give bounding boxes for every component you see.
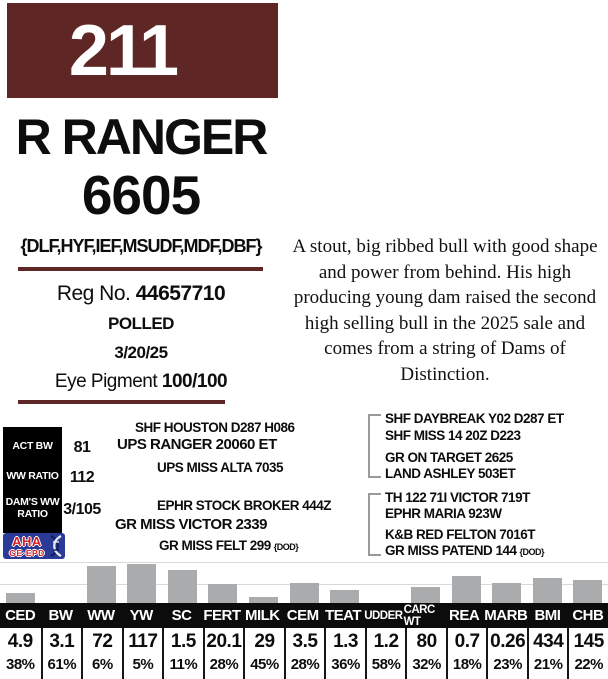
epd-header-cell: FERT	[203, 607, 241, 624]
eye-pigment-label: Eye Pigment	[54, 371, 158, 392]
epd-header-cell: MARB	[484, 607, 528, 624]
percentile-bar	[452, 576, 481, 603]
stat-label-dams-ww-ratio: DAM'S WW RATIO	[5, 496, 60, 520]
epd-value-cell: 20.1	[203, 628, 244, 656]
epd-percentile-cell: 61%	[41, 656, 82, 679]
percentile-bar	[6, 593, 35, 603]
percentile-bar	[127, 564, 156, 603]
epd-value-cell: 434	[527, 628, 568, 656]
epd-header-cell: WW	[87, 607, 115, 624]
percentile-bar	[290, 583, 319, 603]
pedigree-dam-of-dam: GR MISS FELT 299 {DOD}	[159, 538, 299, 553]
epd-percentile-cell: 6%	[81, 656, 122, 679]
pedigree-ancestor: GR ON TARGET 2625	[385, 450, 513, 465]
epd-header-cell: CHB	[572, 607, 604, 624]
percentile-bar	[330, 590, 359, 603]
logo-aha-text: AHA	[12, 533, 42, 549]
pedigree-bracket-dam	[368, 493, 381, 556]
pedigree-ancestor: EPHR MARIA 923W	[385, 506, 502, 521]
epd-percentile-cell: 32%	[405, 656, 446, 679]
epd-header-cell: BW	[48, 607, 73, 624]
epd-header-cell: YW	[129, 607, 153, 624]
divider-rule-top	[18, 267, 263, 271]
epd-percentile-cell: 38%	[6, 656, 35, 673]
animal-name-line1: R RANGER	[15, 109, 267, 165]
percentile-bar	[573, 580, 602, 603]
epd-value-cell: 72	[81, 628, 122, 656]
stat-value-dams-ww-ratio: 3/105	[63, 501, 101, 518]
pedigree-ancestor: GR MISS PATEND 144 {DOD}	[385, 543, 545, 558]
stat-value-act-bw: 81	[73, 439, 91, 456]
dna-helix-icon	[49, 535, 63, 557]
birth-date: 3/20/25	[114, 343, 168, 362]
stat-label-act-bw: ACT BW	[12, 440, 53, 452]
stat-value-ww-ratio: 112	[69, 469, 95, 486]
lot-number: 211	[68, 10, 177, 91]
epd-value-cell: 1.3	[324, 628, 365, 656]
epd-percentile-cell: 18%	[446, 656, 487, 679]
epd-value-cell: 4.9	[7, 631, 33, 652]
epd-percentile-row	[0, 656, 608, 679]
epd-value-cell: 3.5	[284, 628, 325, 656]
eye-pigment-value: 100/100	[161, 371, 228, 392]
epd-header-row	[0, 603, 608, 628]
epd-value-row	[0, 628, 608, 656]
epd-percentile-cell: 5%	[122, 656, 163, 679]
epd-percentile-cell: 36%	[324, 656, 365, 679]
animal-name	[0, 109, 282, 226]
epd-header-cell: CARC WT	[403, 603, 435, 628]
epd-percentile-cell: 23%	[486, 656, 527, 679]
epd-header-cell: UDDER	[364, 609, 403, 622]
epd-value-cell: 3.1	[41, 628, 82, 656]
reg-number: 44657710	[135, 282, 226, 305]
pedigree-sire-name: UPS RANGER 20060 ET	[117, 436, 277, 453]
percentile-bar-chart	[0, 556, 608, 603]
epd-value-cell: 145	[567, 628, 608, 656]
polled-status: POLLED	[108, 314, 174, 333]
stat-label-ww-ratio: WW RATIO	[6, 470, 59, 482]
eye-pigment-line	[0, 371, 282, 393]
registration-block	[0, 282, 282, 393]
divider-rule-pedigree	[18, 400, 225, 404]
epd-header-cell: REA	[449, 607, 480, 624]
percentile-bar	[208, 584, 237, 603]
animal-name-line2: 6605	[81, 164, 201, 226]
lot-banner	[7, 3, 278, 98]
logo-ge-epd-text: GE·EPD	[9, 547, 45, 558]
epd-percentile-cell: 28%	[284, 656, 325, 679]
sale-description: A stout, big ribbed bull with good shape and power from behind. His high producing young dam raised the second high selling bull in the 2025 sale and comes from a string of Dams of Distinction.	[292, 236, 598, 385]
pedigree-sire-of-sire: SHF HOUSTON D287 H086	[135, 420, 295, 435]
epd-header-cell: CEM	[286, 607, 319, 624]
epd-percentile-cell: 58%	[365, 656, 406, 679]
dod-tag: {DOD}	[273, 542, 299, 552]
epd-value-cell: 0.26	[486, 628, 527, 656]
epd-header-cell: BMI	[534, 607, 561, 624]
epd-value-cell: 1.2	[365, 628, 406, 656]
reg-label: Reg No.	[56, 282, 131, 305]
epd-value-cell: 29	[243, 628, 284, 656]
pedigree-ancestor: SHF MISS 14 20Z D223	[385, 428, 521, 443]
epd-value-cell: 0.7	[446, 628, 487, 656]
percentile-bar	[411, 587, 440, 603]
epd-header-cell: TEAT	[324, 607, 362, 624]
pedigree-sire-of-dam: EPHR STOCK BROKER 444Z	[157, 498, 332, 513]
percentile-bar	[492, 583, 521, 603]
pedigree-ancestor: TH 122 71I VICTOR 719T	[385, 490, 530, 505]
pedigree-ancestor: SHF DAYBREAK Y02 D287 ET	[385, 411, 564, 426]
pedigree-dam-name: GR MISS VICTOR 2339	[115, 516, 267, 533]
epd-percentile-cell: 21%	[527, 656, 568, 679]
epd-header-cell: CED	[5, 607, 36, 624]
epd-value-cell: 80	[405, 628, 446, 656]
epd-percentile-cell: 28%	[203, 656, 244, 679]
epd-header-cell: SC	[171, 607, 192, 624]
pedigree-ancestor: LAND ASHLEY 503ET	[385, 466, 516, 481]
pedigree-ancestor: K&B RED FELTON 7016T	[385, 527, 536, 542]
percentile-bar	[533, 578, 562, 603]
percentile-bar	[168, 570, 197, 603]
genetic-designators: {DLF,HYF,IEF,MSUDF,MDF,DBF}	[20, 236, 262, 256]
pedigree-dam-of-sire: UPS MISS ALTA 7035	[157, 460, 284, 475]
pedigree-bracket-sire	[368, 414, 381, 478]
epd-percentile-cell: 45%	[243, 656, 284, 679]
epd-table	[0, 603, 608, 679]
epd-value-cell: 1.5	[162, 628, 203, 656]
epd-percentile-cell: 22%	[567, 656, 608, 679]
epd-value-cell: 117	[122, 628, 163, 656]
reg-number-line	[0, 282, 282, 306]
epd-header-cell: MILK	[244, 607, 280, 624]
epd-percentile-cell: 11%	[162, 656, 203, 679]
percentile-bar	[87, 566, 116, 603]
